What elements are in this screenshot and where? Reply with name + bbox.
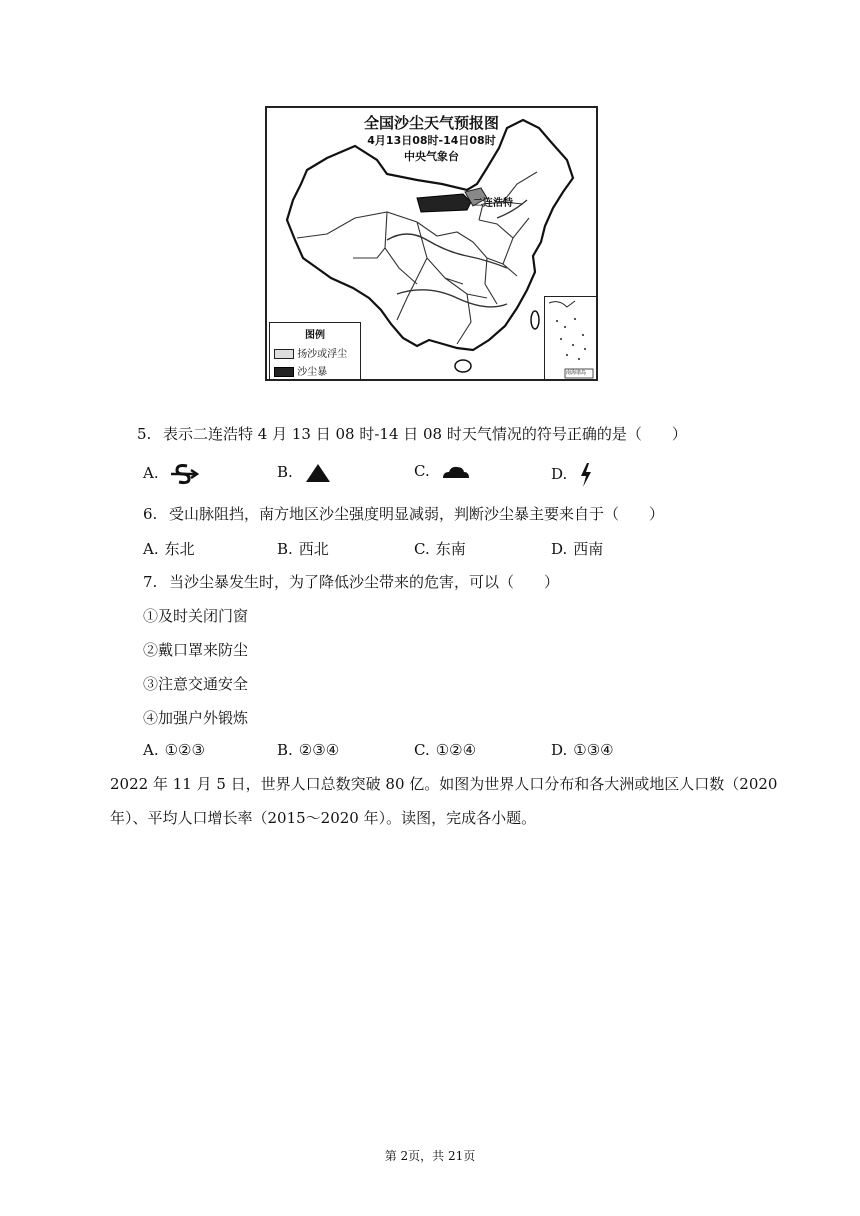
map-title: 全国沙尘天气预报图	[363, 114, 499, 132]
question-number: 7.	[143, 573, 158, 591]
legend-swatch-light	[274, 349, 294, 359]
q5-option-b[interactable]: B.	[277, 462, 332, 484]
triangle-symbol-icon	[304, 462, 332, 484]
question-7	[143, 571, 559, 592]
question-text: 表示二连浩特 4 月 13 日 08 时-14 日 08 时天气情况的符号正确的是（ ）	[163, 425, 687, 443]
legend-item-dust: 扬沙或浮尘	[274, 345, 360, 360]
question-text: 受山脉阻挡，南方地区沙尘强度明显减弱，判断沙尘暴主要来自于（ ）	[169, 505, 665, 523]
q7-item-1: ①及时关闭门窗	[143, 607, 249, 625]
q7-option-c[interactable]: C. ①②④	[414, 741, 477, 759]
inset-islands	[545, 297, 595, 379]
q6-option-a[interactable]: A. 东北	[143, 540, 195, 558]
q5-option-a[interactable]: A.	[143, 462, 199, 486]
question-number: 5.	[137, 425, 152, 443]
question-5	[137, 423, 687, 444]
q7-item-2: ②戴口罩来防尘	[143, 641, 249, 659]
south-china-sea-inset	[544, 296, 598, 381]
map-subtitle: 4月13日08时-14日08时	[367, 134, 496, 147]
q7-item-4: ④加强户外锻炼	[143, 709, 249, 727]
sandstorm-symbol-icon	[169, 462, 199, 486]
overcast-cloud-icon	[441, 464, 471, 480]
question-6	[143, 503, 664, 524]
q7-option-a[interactable]: A. ①②③	[143, 741, 205, 759]
map-source: 中央气象台	[404, 150, 459, 163]
q6-option-d[interactable]: D. 西南	[551, 540, 604, 558]
dust-forecast-map	[265, 106, 598, 381]
q7-option-d[interactable]: D. ①③④	[551, 741, 614, 759]
question-text: 当沙尘暴发生时，为了降低沙尘带来的危害，可以（ ）	[169, 573, 560, 591]
inset-caption: 南海诸岛	[566, 370, 587, 376]
place-label: 二连浩特	[473, 198, 513, 209]
q7-item-3: ③注意交通安全	[143, 675, 249, 693]
question-number: 6.	[143, 505, 158, 523]
q6-option-b[interactable]: B. 西北	[277, 540, 329, 558]
q7-option-b[interactable]: B. ②③④	[277, 741, 340, 759]
lightning-icon	[578, 462, 594, 488]
legend-swatch-dark	[274, 367, 294, 377]
q6-option-c[interactable]: C. 东南	[414, 540, 466, 558]
intro-line-2: 年）、平均人口增长率（2015～2020 年）。读图，完成各小题。	[110, 809, 537, 827]
legend-item-storm: 沙尘暴	[274, 363, 360, 378]
q5-option-c[interactable]: C.	[414, 462, 471, 480]
legend-title: 图例	[305, 330, 325, 341]
page-footer: 第 2页，共 21页	[384, 1149, 476, 1163]
intro-paragraph	[110, 767, 778, 835]
map-legend	[269, 322, 361, 381]
intro-line-1: 2022 年 11 月 5 日，世界人口总数突破 80 亿。如图为世界人口分布和各大洲或地区人口数（2020	[110, 775, 778, 793]
q5-option-d[interactable]: D.	[551, 462, 594, 488]
